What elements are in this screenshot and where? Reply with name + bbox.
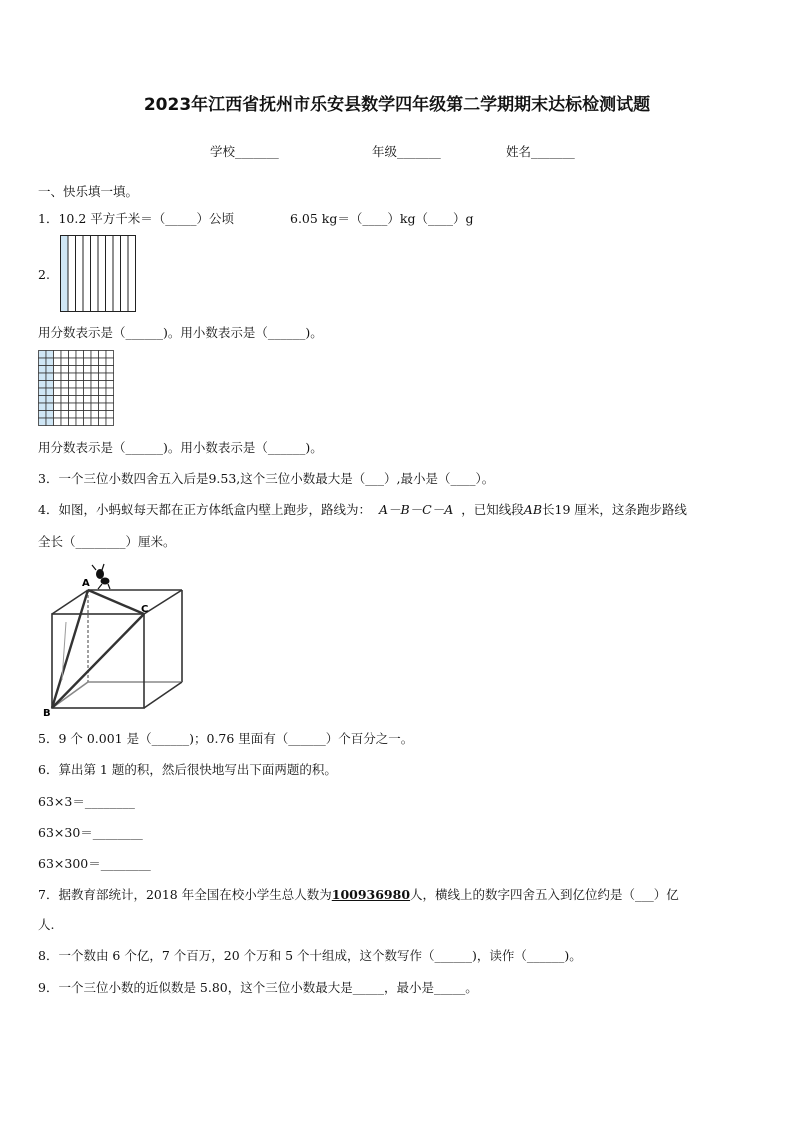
grid-cell xyxy=(91,366,99,374)
grid-cell xyxy=(106,381,114,389)
grid-cell xyxy=(69,418,77,426)
grid-cell xyxy=(54,373,62,381)
question-4-route: A－B－C－A xyxy=(378,502,454,517)
grid-cell xyxy=(69,396,77,404)
question-5: 5．9 个 0.001 是（______)；0.76 里面有（______）个百分之一。 xyxy=(38,731,414,746)
question-2-answer-1: 用分数表示是（______)。用小数表示是（______)。 xyxy=(38,325,323,340)
question-2-label: 2. xyxy=(38,267,50,282)
grid-cell xyxy=(91,411,99,419)
question-4-line-1 xyxy=(38,500,687,518)
grid-cell xyxy=(69,373,77,381)
grid-cell xyxy=(39,381,47,389)
grid-cell xyxy=(106,366,114,374)
vertex-label-a: A xyxy=(82,578,90,589)
school-field: 学校_______ xyxy=(210,144,279,159)
grid-cell xyxy=(54,358,62,366)
question-9: 9．一个三位小数的近似数是 5.80，这个三位小数最大是_____，最小是_____。 xyxy=(38,980,478,995)
grid-cell xyxy=(91,403,99,411)
grid-cell xyxy=(39,373,47,381)
grid-cell xyxy=(76,351,84,359)
grid-cell xyxy=(39,403,47,411)
question-7-number: 100936980 xyxy=(331,887,411,902)
grid-cell xyxy=(54,381,62,389)
grid-cell xyxy=(91,358,99,366)
question-6: 6．算出第 1 题的积，然后很快地写出下面两题的积。 xyxy=(38,762,337,777)
grid-cell xyxy=(61,418,69,426)
hundredths-grid-figure xyxy=(38,350,115,427)
grid-cell xyxy=(61,396,69,404)
grid-cell xyxy=(91,373,99,381)
grid-cell xyxy=(84,418,92,426)
question-3: 3．一个三位小数四舍五入后是9.53,这个三位小数最大是（___）,最小是（____）。 xyxy=(38,471,495,486)
grid-cell xyxy=(99,403,107,411)
grid-cell xyxy=(99,388,107,396)
grid-cell xyxy=(106,396,114,404)
vertex-label-c: C xyxy=(141,604,149,615)
grid-cell xyxy=(84,396,92,404)
question-7-line-1 xyxy=(38,885,679,903)
question-1b: 6.05 kg＝（____）kg（____）g xyxy=(290,211,474,226)
question-6-item-1: 63×3＝________ xyxy=(38,794,135,809)
grid-cell xyxy=(69,403,77,411)
grid-cell xyxy=(69,351,77,359)
grid-cell xyxy=(84,373,92,381)
grid-cell xyxy=(69,358,77,366)
grid-cell xyxy=(76,358,84,366)
grid-cell xyxy=(61,358,69,366)
grid-cell xyxy=(46,351,54,359)
grid-cell xyxy=(91,381,99,389)
grid-cell xyxy=(54,403,62,411)
grid-cell xyxy=(46,418,54,426)
grid-cell xyxy=(46,388,54,396)
name-field: 姓名_______ xyxy=(506,144,575,159)
grid-cell xyxy=(106,358,114,366)
question-1a: 1．10.2 平方千米＝（_____）公顷 xyxy=(38,211,235,226)
question-7-text-a: 7．据教育部统计，2018 年全国在校小学生总人数为 xyxy=(38,887,332,902)
grid-cell xyxy=(91,396,99,404)
grid-cell xyxy=(61,373,69,381)
grid-cell xyxy=(46,381,54,389)
grid-cell xyxy=(61,411,69,419)
grid-cell xyxy=(106,418,114,426)
grid-cell xyxy=(39,351,47,359)
tenths-grid-figure xyxy=(60,235,136,312)
grid-cell xyxy=(54,411,62,419)
grid-cell xyxy=(61,388,69,396)
grid-cell xyxy=(39,388,47,396)
grid-cell xyxy=(84,381,92,389)
grid-cell xyxy=(99,373,107,381)
grid-cell xyxy=(46,366,54,374)
question-4-text-c: 长19 厘米，这条跑步路线 xyxy=(542,502,687,517)
grid-cell xyxy=(54,418,62,426)
grid-cell xyxy=(76,373,84,381)
grid-cell xyxy=(84,388,92,396)
grid-cell xyxy=(84,411,92,419)
grid-cell xyxy=(106,373,114,381)
grid-cell xyxy=(54,366,62,374)
question-4-text-a: 4．如图，小蚂蚁每天都在正方体纸盒内壁上跑步，路线为： xyxy=(38,502,371,517)
grid-cell xyxy=(106,403,114,411)
grid-cell xyxy=(69,366,77,374)
question-6-item-3: 63×300＝________ xyxy=(38,856,151,871)
grid-cell xyxy=(76,396,84,404)
ant-icon xyxy=(92,564,110,589)
grid-cell xyxy=(61,366,69,374)
page-title: 2023年江西省抚州市乐安县数学四年级第二学期期末达标检测试题 xyxy=(143,95,651,115)
section-heading: 一、快乐填一填。 xyxy=(38,184,139,199)
question-7-line-2: 人. xyxy=(38,917,55,932)
question-4-segment: AB xyxy=(523,502,543,517)
grid-cell xyxy=(84,403,92,411)
cube-figure xyxy=(38,562,198,722)
grid-cell xyxy=(84,351,92,359)
grid-cell xyxy=(46,403,54,411)
grid-cell xyxy=(46,411,54,419)
grid-cell xyxy=(46,373,54,381)
grid-cell xyxy=(91,418,99,426)
vertex-label-b: B xyxy=(43,708,51,719)
grid-cell xyxy=(99,418,107,426)
grid-cell xyxy=(39,418,47,426)
grid-cell xyxy=(76,388,84,396)
grid-cell xyxy=(99,396,107,404)
grid-cell xyxy=(46,358,54,366)
grid-cell xyxy=(84,358,92,366)
grid-cell xyxy=(76,418,84,426)
grade-field: 年级_______ xyxy=(372,144,441,159)
grid-cell xyxy=(54,351,62,359)
grid-cell xyxy=(69,411,77,419)
question-8: 8．一个数由 6 个亿，7 个百万，20 个万和 5 个十组成，这个数写作（______)，读作（______)。 xyxy=(38,948,582,963)
grid-cell xyxy=(76,411,84,419)
question-6-item-2: 63×30＝________ xyxy=(38,825,143,840)
grid-cell xyxy=(54,396,62,404)
grid-cell xyxy=(39,411,47,419)
grid-cell xyxy=(39,366,47,374)
grid-cell xyxy=(99,411,107,419)
grid-cell xyxy=(46,396,54,404)
grid-cell xyxy=(69,388,77,396)
grid-cell xyxy=(99,366,107,374)
grid-cell xyxy=(76,366,84,374)
grid-cell xyxy=(76,403,84,411)
grid-cell xyxy=(106,388,114,396)
grid-cell xyxy=(99,358,107,366)
grid-cell xyxy=(39,396,47,404)
grid-cell xyxy=(69,381,77,389)
grid-cell xyxy=(61,403,69,411)
grid-cell xyxy=(106,351,114,359)
grid-cell xyxy=(91,388,99,396)
grid-cell xyxy=(91,351,99,359)
grid-cell xyxy=(61,351,69,359)
grid-cell xyxy=(84,366,92,374)
grid-cell xyxy=(39,358,47,366)
question-7-text-b: 人，横线上的数字四舍五入到亿位约是（___）亿 xyxy=(410,887,679,902)
grid-cell xyxy=(106,411,114,419)
question-2-answer-2: 用分数表示是（______)。用小数表示是（______)。 xyxy=(38,440,323,455)
grid-cell xyxy=(99,381,107,389)
question-4-text-b: ，已知线段 xyxy=(461,502,524,517)
grid-cell xyxy=(54,388,62,396)
grid-cell xyxy=(99,351,107,359)
grid-cell xyxy=(61,381,69,389)
grid-cell xyxy=(76,381,84,389)
question-4-line-2: 全长（________）厘米。 xyxy=(38,534,176,549)
